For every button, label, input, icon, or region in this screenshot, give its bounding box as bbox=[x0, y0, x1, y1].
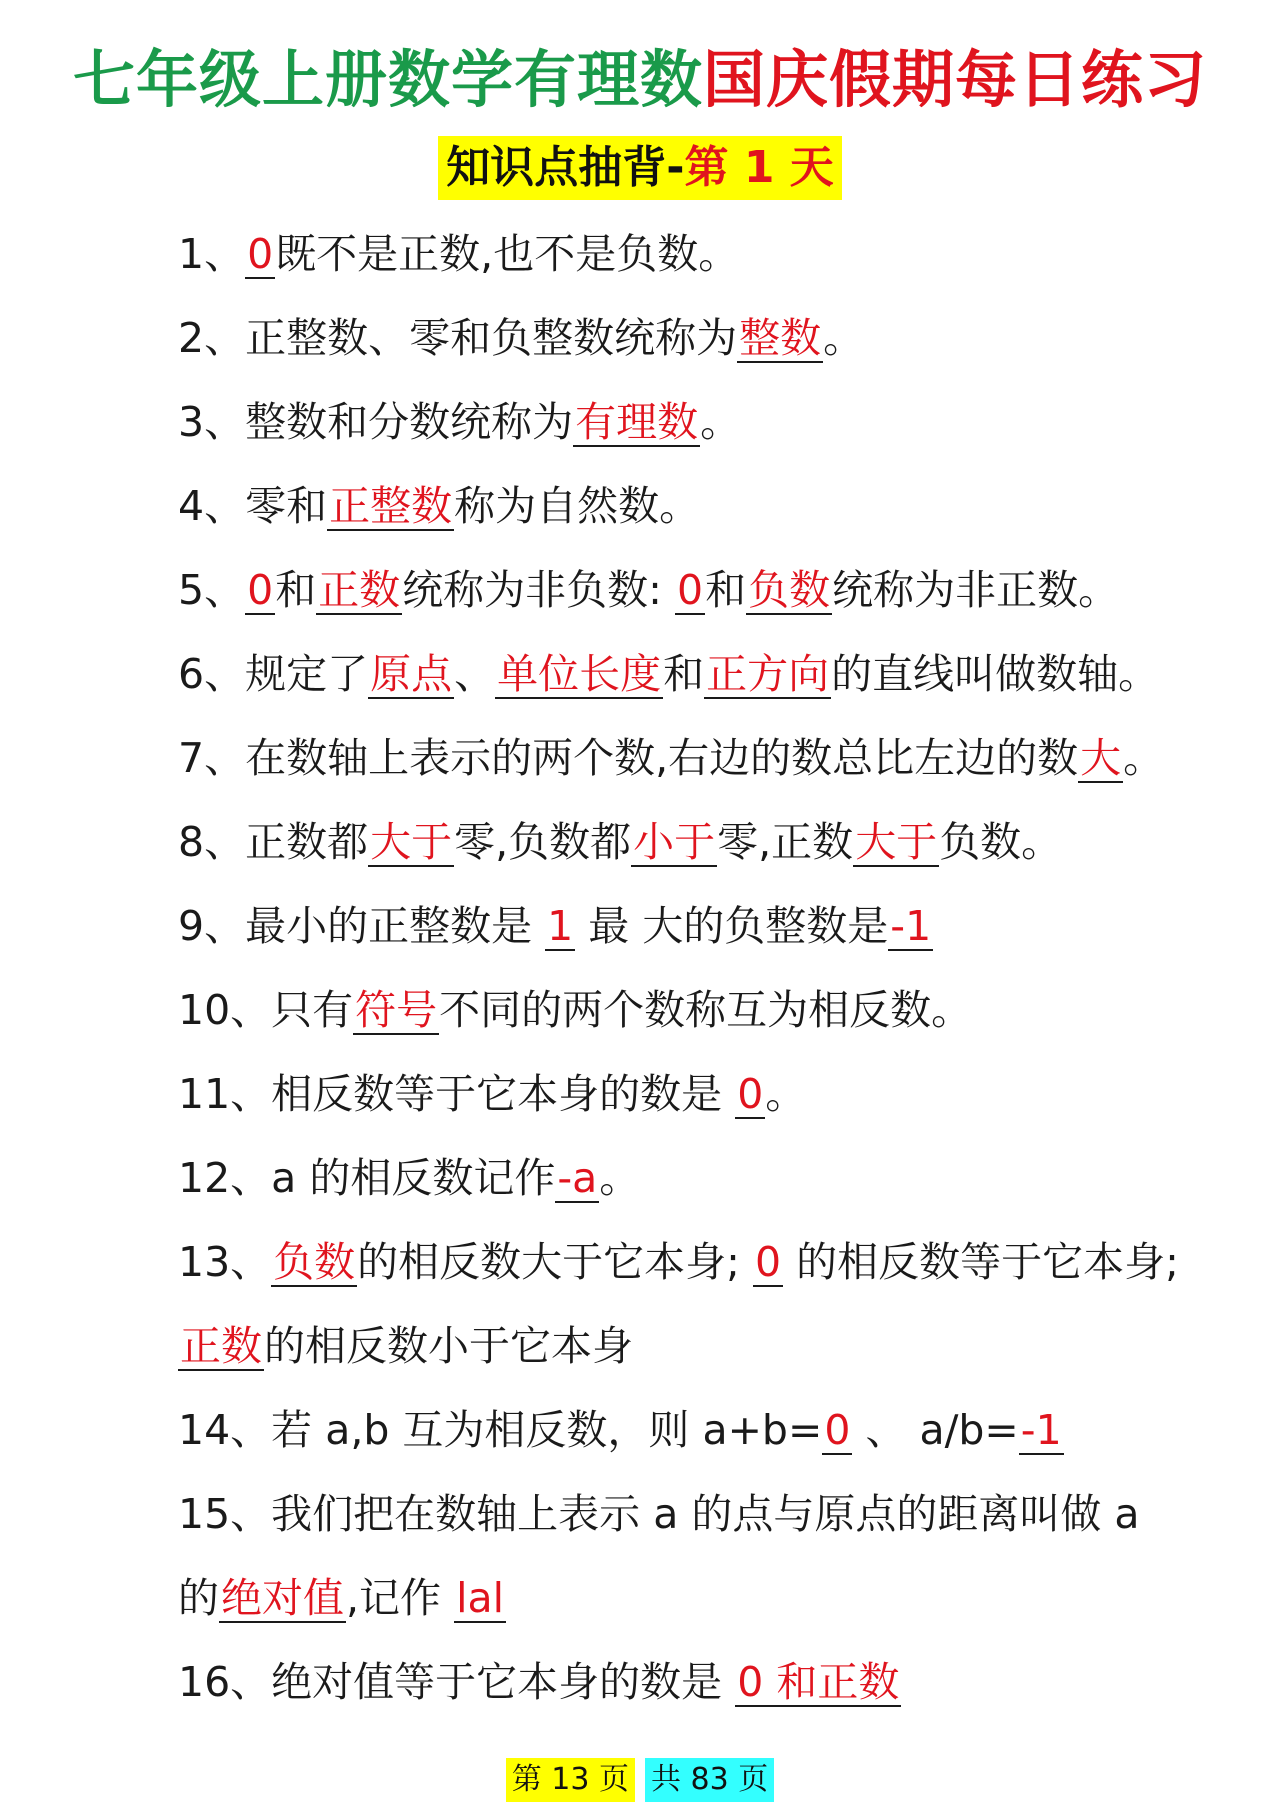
item-text: ,记作 bbox=[346, 1574, 455, 1622]
answer-blank: -1 bbox=[890, 902, 932, 950]
subtitle-day: 第 1 天 bbox=[684, 142, 834, 193]
answer-blank: 0 和正数 bbox=[737, 1658, 900, 1706]
answer-blank: lal bbox=[456, 1574, 504, 1622]
answer-blank: 单位长度 bbox=[497, 650, 662, 698]
list-item-15 bbox=[178, 1472, 1188, 1640]
list-item-10 bbox=[178, 968, 1188, 1052]
list-item-9 bbox=[178, 884, 1188, 968]
item-text: 。 bbox=[1123, 734, 1165, 782]
item-text: 的相反数小于它本身 bbox=[264, 1322, 633, 1370]
item-text: 10、只有 bbox=[178, 986, 354, 1034]
answer-blank: 绝对值 bbox=[221, 1574, 344, 1622]
item-text: 和 bbox=[275, 566, 317, 614]
page-total: 共 83 页 bbox=[645, 1758, 774, 1802]
list-item-6 bbox=[178, 632, 1188, 716]
list-item-1 bbox=[178, 212, 1188, 296]
item-text: 。 bbox=[700, 398, 742, 446]
item-text: 称为自然数。 bbox=[454, 482, 701, 530]
knowledge-list bbox=[178, 212, 1188, 1724]
answer-blank: 负数 bbox=[748, 566, 831, 614]
item-text: 。 bbox=[823, 314, 865, 362]
answer-blank: 0 bbox=[247, 566, 274, 614]
answer-blank: -1 bbox=[1020, 1406, 1062, 1454]
title-part-green: 七年级上册数学有理数 bbox=[72, 43, 703, 116]
item-text: 11、相反数等于它本身的数是 bbox=[178, 1070, 736, 1118]
item-text: 15、我们把在数轴上表示 a 的点与原点的距离叫做 a 的 bbox=[178, 1490, 1140, 1622]
item-text: 12、a 的相反数记作 bbox=[178, 1154, 556, 1202]
item-text: 。 bbox=[599, 1154, 641, 1202]
item-text: 16、绝对值等于它本身的数是 bbox=[178, 1658, 736, 1706]
answer-blank: 小于 bbox=[633, 818, 716, 866]
answer-blank: 1 bbox=[547, 902, 574, 950]
answer-blank: 整数 bbox=[739, 314, 822, 362]
item-text: 的相反数等于它本身; bbox=[783, 1238, 1179, 1286]
item-text: 8、正数都 bbox=[178, 818, 369, 866]
item-text: 的相反数大于它本身; bbox=[357, 1238, 754, 1286]
list-item-14 bbox=[178, 1388, 1188, 1472]
list-item-8 bbox=[178, 800, 1188, 884]
answer-blank: 正数 bbox=[180, 1322, 262, 1370]
item-text: 的直线叫做数轴。 bbox=[831, 650, 1160, 698]
list-item-5 bbox=[178, 548, 1188, 632]
item-text: 统称为非负数: bbox=[402, 566, 676, 614]
item-text: 、 bbox=[454, 650, 496, 698]
item-text: 统称为非正数。 bbox=[832, 566, 1120, 614]
item-text: 零,负数都 bbox=[454, 818, 632, 866]
list-item-4 bbox=[178, 464, 1188, 548]
item-text: 、 a/b= bbox=[852, 1406, 1019, 1454]
item-text: 1、 bbox=[178, 230, 246, 278]
answer-blank: 原点 bbox=[370, 650, 453, 698]
item-text: 负数。 bbox=[939, 818, 1063, 866]
page-title bbox=[0, 40, 1280, 120]
subtitle-prefix: 知识点抽背- bbox=[446, 142, 685, 193]
answer-blank: -a bbox=[557, 1154, 598, 1202]
list-item-11 bbox=[178, 1052, 1188, 1136]
item-text: 4、零和 bbox=[178, 482, 328, 530]
item-text: 和 bbox=[705, 566, 747, 614]
answer-blank: 0 bbox=[677, 566, 704, 614]
subtitle-wrap bbox=[0, 136, 1280, 200]
page-number: 第 13 页 bbox=[506, 1758, 635, 1802]
item-text: 最 大的负整数是 bbox=[575, 902, 889, 950]
list-item-2 bbox=[178, 296, 1188, 380]
item-text: 和 bbox=[663, 650, 705, 698]
answer-blank: 符号 bbox=[355, 986, 438, 1034]
answer-blank: 大于 bbox=[855, 818, 938, 866]
item-text: 2、正整数、零和负整数统称为 bbox=[178, 314, 738, 362]
item-text: 3、整数和分数统称为 bbox=[178, 398, 574, 446]
item-text: 既不是正数,也不是负数。 bbox=[275, 230, 740, 278]
answer-blank: 0 bbox=[755, 1238, 782, 1286]
answer-blank: 正整数 bbox=[329, 482, 453, 530]
answer-blank: 大 bbox=[1080, 734, 1122, 782]
list-item-7 bbox=[178, 716, 1188, 800]
answer-blank: 有理数 bbox=[575, 398, 699, 446]
answer-blank: 正方向 bbox=[706, 650, 830, 698]
answer-blank: 大于 bbox=[370, 818, 453, 866]
list-item-12 bbox=[178, 1136, 1188, 1220]
list-item-16 bbox=[178, 1640, 1188, 1724]
item-text: 6、规定了 bbox=[178, 650, 369, 698]
answer-blank: 0 bbox=[247, 230, 274, 278]
item-text: 9、最小的正整数是 bbox=[178, 902, 546, 950]
list-item-3 bbox=[178, 380, 1188, 464]
item-text: 。 bbox=[765, 1070, 807, 1118]
item-text: 14、若 a,b 互为相反数，则 a+b= bbox=[178, 1406, 823, 1454]
title-part-red: 国庆假期每日练习 bbox=[703, 43, 1208, 116]
answer-blank: 0 bbox=[737, 1070, 764, 1118]
item-text: 7、在数轴上表示的两个数,右边的数总比左边的数 bbox=[178, 734, 1079, 782]
item-text: 零,正数 bbox=[717, 818, 854, 866]
item-text: 13、 bbox=[178, 1238, 272, 1286]
item-text: 不同的两个数称互为相反数。 bbox=[439, 986, 973, 1034]
answer-blank: 0 bbox=[824, 1406, 851, 1454]
answer-blank: 负数 bbox=[273, 1238, 356, 1286]
answer-blank: 正数 bbox=[318, 566, 401, 614]
list-item-13 bbox=[178, 1220, 1188, 1388]
item-text: 5、 bbox=[178, 566, 246, 614]
subtitle bbox=[438, 136, 842, 200]
page-footer bbox=[0, 1758, 1280, 1802]
